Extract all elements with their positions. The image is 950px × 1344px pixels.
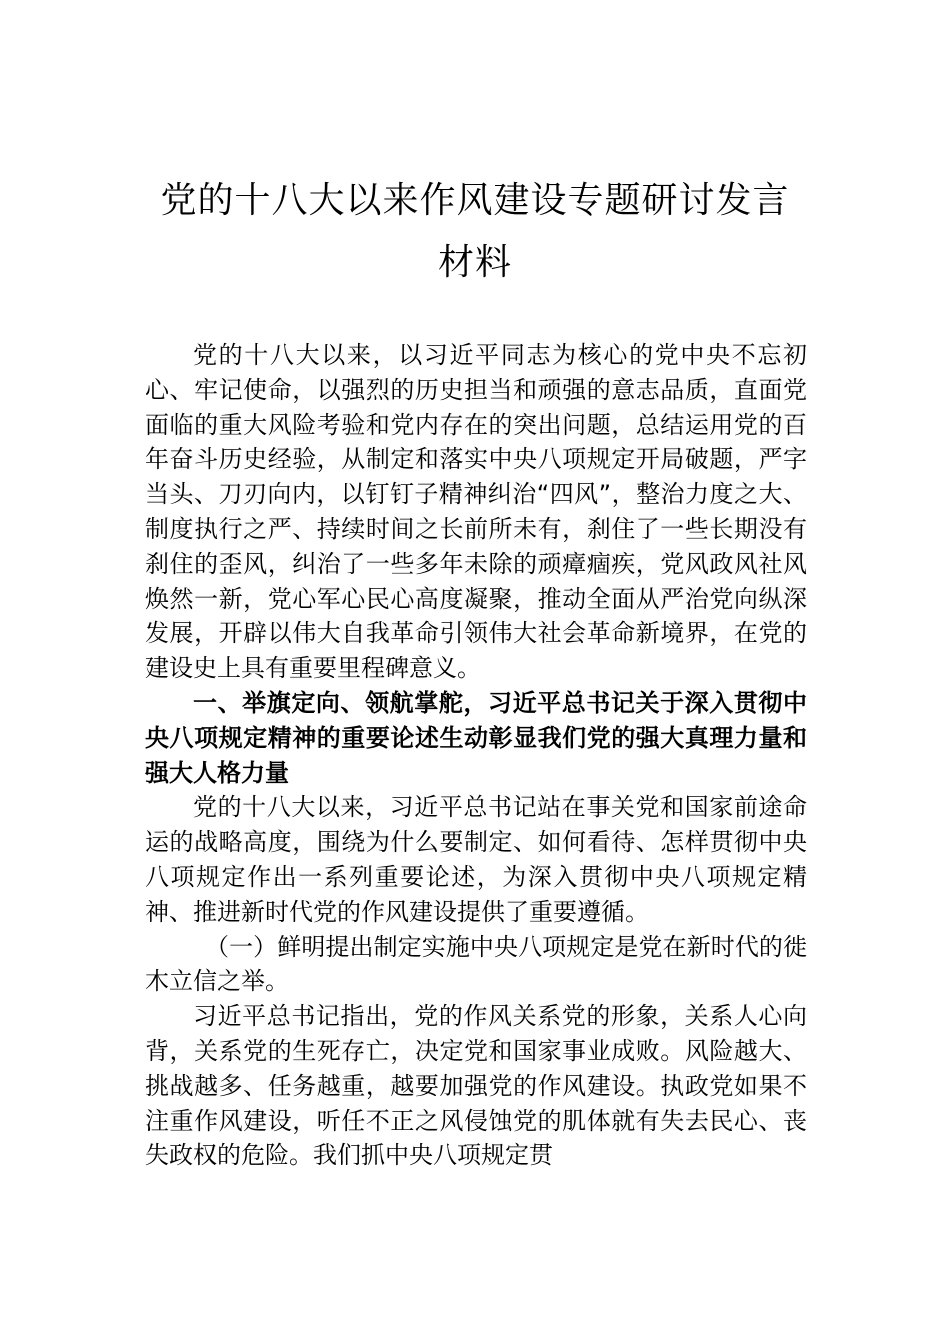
- paragraph-subsection-1: 习近平总书记指出，党的作风关系党的形象，关系人心向背，关系党的生死存亡，决定党和国家事业成败。风险越大、挑战越多、任务越重，越要加强党的作风建设。执政党如果不注重作风建设，听任不正之风侵蚀党的肌体就有失去民心、丧失政权的危险。我们抓中央八项规定贯: [145, 1002, 807, 1170]
- document-body: [145, 338, 807, 1173]
- section-heading-1: 一、举旗定向、领航掌舵，习近平总书记关于深入贯彻中央八项规定精神的重要论述生动彰显我们党的强大真理力量和强大人格力量: [145, 688, 807, 787]
- subsection-heading-1: （一）鲜明提出制定实施中央八项规定是党在新时代的徙木立信之举。: [145, 932, 807, 996]
- paragraph-section-1: 党的十八大以来，习近平总书记站在事关党和国家前途命运的战略高度，围绕为什么要制定、如何看待、怎样贯彻中央八项规定作出一系列重要论述，为深入贯彻中央八项规定精神、推进新时代党的作风建设提供了重要遵循。: [145, 793, 807, 926]
- paragraph-intro: 党的十八大以来，以习近平同志为核心的党中央不忘初心、牢记使命，以强烈的历史担当和顽强的意志品质，直面党面临的重大风险考验和党内存在的突出问题，总结运用党的百年奋斗历史经验，从制定和落实中央八项规定开局破题，严字当头、刀刃向内，以钉钉子精神纠治“四风”，整治力度之大、制度执行之严、持续时间之长前所未有，刹住了一些长期没有刹住的歪风，纠治了一些多年未除的顽瘴痼疾，党风政风社风焕然一新，党心军心民心高度凝聚，推动全面从严治党向纵深发展，开辟以伟大自我革命引领伟大社会革命新境界，在党的建设史上具有重要里程碑意义。: [145, 341, 807, 683]
- document-title: 党的十八大以来作风建设专题研讨发言材料: [160, 180, 790, 283]
